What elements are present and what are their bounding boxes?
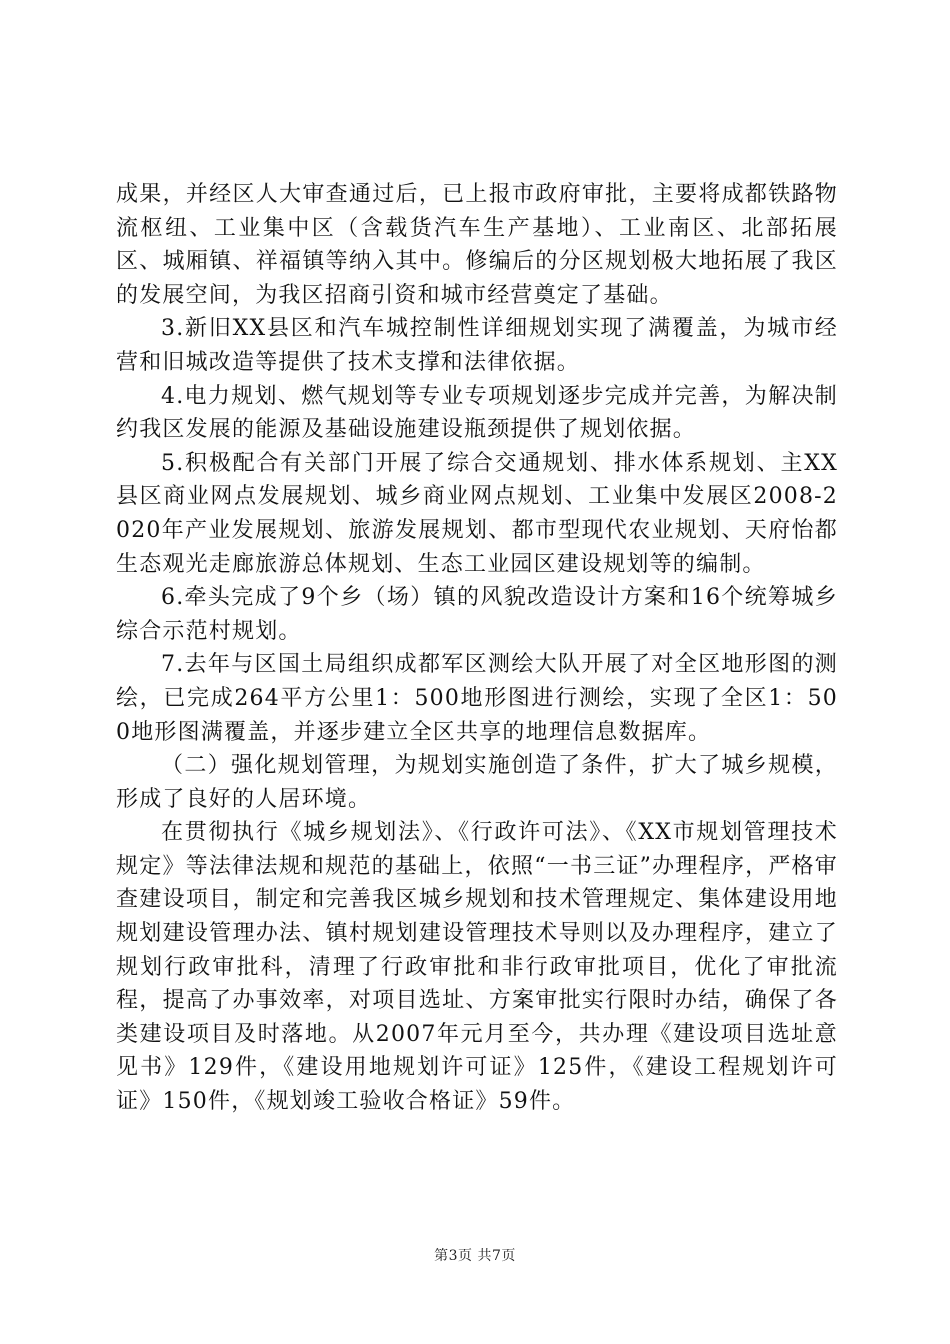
paragraph-item-6: 6.牵头完成了9个乡（场）镇的风貌改造设计方案和16个统筹城乡综合示范村规划。 bbox=[116, 585, 838, 644]
paragraph-item-3: 3.新旧XX县区和汽车城控制性详细规划实现了满覆盖，为城市经营和旧城改造等提供了技术支撑和法律依据。 bbox=[116, 316, 838, 375]
document-body bbox=[116, 178, 838, 1119]
paragraph-continuation: 成果，并经区人大审查通过后，已上报市政府审批，主要将成都铁路物流枢纽、工业集中区（含载货汽车生产基地）、工业南区、北部拓展区、城厢镇、祥福镇等纳入其中。修编后的分区规划极大地拓展了我区的发展空间，为我区招商引资和城市经营奠定了基础。 bbox=[116, 182, 838, 308]
section-heading-2: （二）强化规划管理，为规划实施创造了条件，扩大了城乡规模，形成了良好的人居环境。 bbox=[116, 753, 838, 812]
paragraph-item-5: 5.积极配合有关部门开展了综合交通规划、排水体系规划、主XX县区商业网点发展规划、城乡商业网点规划、工业集中发展区2008-2020年产业发展规划、旅游发展规划、都市型现代农业规划、天府怡都生态观光走廊旅游总体规划、生态工业园区建设规划等的编制。 bbox=[116, 450, 838, 577]
paragraph-management: 在贯彻执行《城乡规划法》、《行政许可法》、《XX市规划管理技术规定》等法律法规和规范的基础上，依照“一书三证”办理程序，严格审查建设项目，制定和完善我区城乡规划和技术管理规定、集体建设用地规划建设管理办法、镇村规划建设管理技术导则以及办理程序，建立了规划行政审批科，清理了行政审批和非行政审批项目，优化了审批流程，提高了办事效率，对项目选址、方案审批实行限时办结，确保了各类建设项目及时落地。从2007年元月至今，共办理《建设项目选址意见书》129件，《建设用地规划许可证》125件，《建设工程规划许可证》150件，《规划竣工验收合格证》59件。 bbox=[116, 820, 838, 1115]
paragraph-item-4: 4.电力规划、燃气规划等专业专项规划逐步完成并完善，为解决制约我区发展的能源及基础设施建设瓶颈提供了规划依据。 bbox=[116, 383, 838, 443]
paragraph-item-7: 7.去年与区国土局组织成都军区测绘大队开展了对全区地形图的测绘，已完成264平方公里1：500地形图进行测绘，实现了全区1：500地形图满覆盖，并逐步建立全区共享的地理信息数据库。 bbox=[116, 652, 838, 745]
page-number-footer: 第3页 共7页 bbox=[434, 1248, 516, 1264]
